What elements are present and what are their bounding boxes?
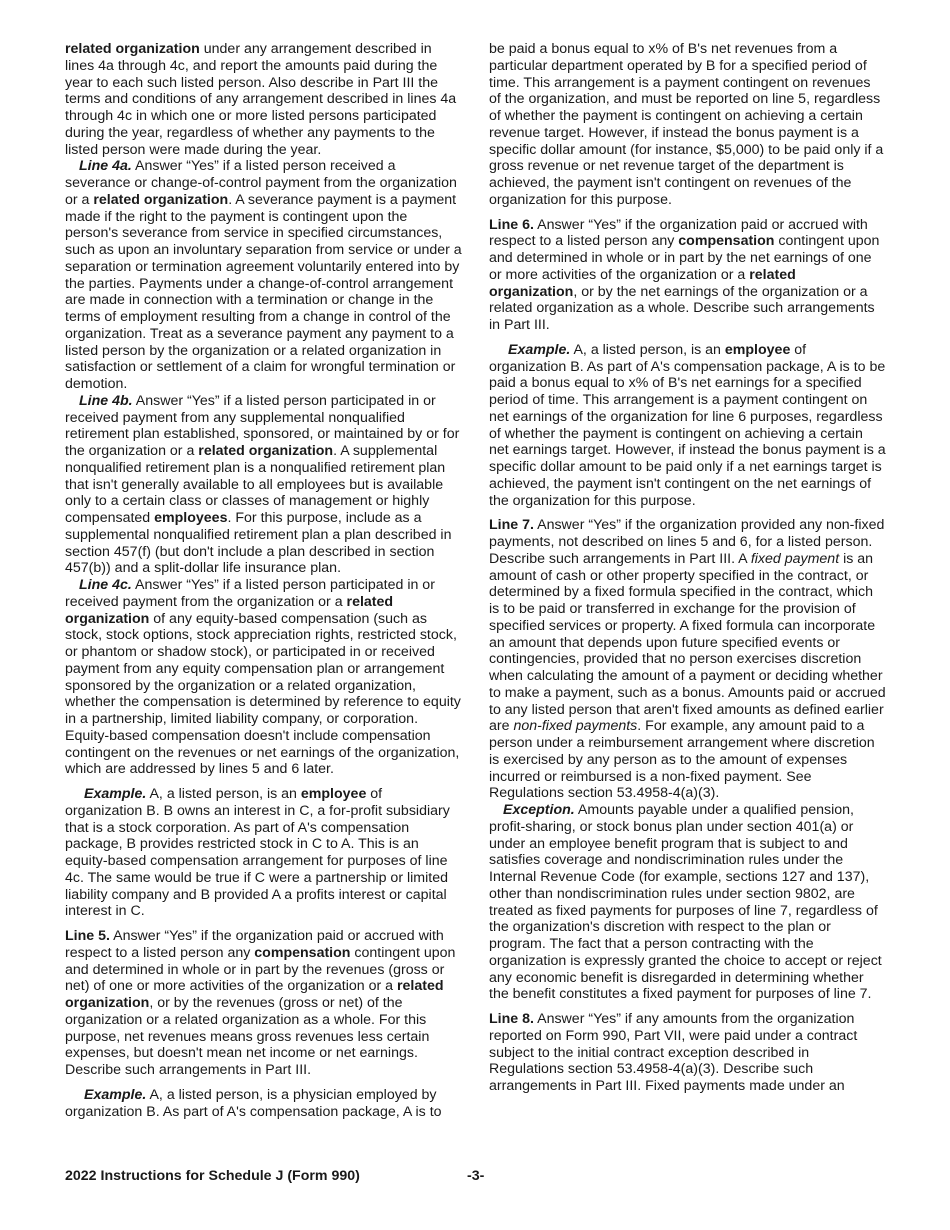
line-8-paragraph: Line 8. Answer “Yes” if any amounts from the organization reported on Form 990, Part VII, were paid under a contract subject to the initial contract exception described in Regulations section 53.4958-4(a)(3). Describe such arrangements in Part III. Fixed payments made under an	[489, 1011, 858, 1094]
example-5-paragraph: Example. A, a listed person, is a physician employed by organization B. As part of A's compensation package, A is to	[65, 1086, 442, 1120]
term-related-organization: related organization	[198, 443, 334, 459]
term-related-organization: related organization	[489, 266, 796, 300]
term-fixed-payment: fixed payment	[750, 550, 840, 567]
footer-title: 2022 Instructions for Schedule J (Form 990)	[65, 1168, 360, 1184]
example-heading: Example.	[508, 341, 571, 358]
line-6-paragraph: Line 6. Answer “Yes” if the organization paid or accrued with respect to a listed person any compensation contingent upon and determined in whole or in part by the net earnings of one or more activities of the organization or a related organization, or by the net earnings of the organization or a related organization as a whole. Describe such arrangements in Part III.	[489, 216, 880, 333]
line-8-heading: Line 8.	[489, 1011, 534, 1027]
term-employees: employees	[154, 510, 228, 526]
line-7-heading: Line 7.	[489, 517, 534, 534]
line-6-heading: Line 6.	[489, 216, 534, 233]
term-non-fixed-payments: non-fixed payments	[513, 718, 638, 735]
exception-paragraph: Exception. Amounts payable under a qualified pension, profit-sharing, or stock bonus plan under section 401(a) or under an employee benefit program that is subject to and satisfies coverage and nondiscrimination rules under the Internal Revenue Code (for example, sections 127 and 137), other than nondiscrimination rules under section 9802, are treated as fixed payments for purposes of line 7, regardless of the organization's discretion with respect to the plan or program. The fact that a person contracting with the organization is expressly granted the choice to accept or reject any economic benefit is disregarded in determining whether the benefit constitutes a fixed payment for purposes of line 7.	[489, 802, 882, 1003]
example-5-continued-paragraph: be paid a bonus equal to x% of B's net revenues from a particular department operated by B for a specified period of time. This arrangement is a payment contingent on revenues of the organization, and must be reported on line 5, regardless of whether the payment is contingent on achieving a certain revenue target. However, if instead the bonus payment is a specific dollar amount (for instance, $5,000) to be paid only if a gross revenue or net revenue target of the department is achieved, the payment isn't contingent on revenues of the organization for this purpose.	[489, 41, 884, 208]
line-4a-heading: Line 4a.	[79, 158, 132, 175]
term-related-organization: related organization	[93, 191, 229, 208]
term-related-organization: related organization	[65, 593, 394, 627]
term-compensation: compensation	[254, 944, 351, 961]
line-4b-heading: Line 4b.	[79, 392, 133, 409]
example-6-paragraph: Example. A, a listed person, is an employee of organization B. As part of A's compensation package, A is to be paid a bonus equal to x% of B's net earnings for a specified period of time. This arrangement is a payment contingent on net earnings of the organization for line 6 purposes, regardless of whether the payment is contingent on achieving a certain net earnings target. However, if instead the bonus payment is a specific dollar amount to be paid only if a net earnings target is achieved, the payment isn't contingent on the net earnings of the organization for this purpose.	[489, 341, 886, 509]
line-7-paragraph: Line 7. Answer “Yes” if the organization provided any non-fixed payments, not described on lines 5 and 6, for a listed person. Describe such arrangements in Part III. A fixed payment is an amount of cash or other property specified in the contract, or determined by a fixed formula specified in the contract, which is to be paid or transferred in exchange for the provision of specified services or property. A fixed formula can incorporate an amount that depends upon future specified events or contingencies, provided that no person exercises discretion when calculating the amount of a payment or deciding whether to make a payment, such as a bonus. Amounts paid or accrued to any listed person that aren't fixed amounts as defined earlier are non-fixed payments. For example, any amount paid to a person under a reimbursement arrangement where discretion is exercised by any person as to the amount of expenses incurred or reimbursed is a non-fixed payment. See Regulations section 53.4958-4(a)(3).	[489, 517, 886, 802]
term-employee: employee	[724, 341, 791, 358]
term-employee: employee	[300, 786, 367, 802]
right-column	[489, 41, 886, 1095]
intro-paragraph: related organization under any arrangement described in lines 4a through 4c, and report the amounts paid during the year to each such listed person. Also describe in Part III the terms and conditions of any arrangement described in lines 4a through 4c in which one or more listed persons participated during the year, regardless of whether any payments to the listed person were made during the year.	[65, 41, 457, 158]
page-number: -3-	[467, 1168, 485, 1184]
term-compensation: compensation	[678, 233, 775, 250]
line-4c-paragraph: Line 4c. Answer “Yes” if a listed person participated in or received payment from the organization or a related organization of any equity-based compensation (such as stock, stock options, stock appreciation rights, restricted stock, or phantom or shadow stock), or participated in or received payment from any equity compensation plan or arrangement sponsored by the organization or a related organization, whether the compensation is determined by reference to equity in a partnership, limited liability company, or corporation. Equity-based compensation doesn't include compensation contingent on the revenues or net earnings of the organization, which are addressed by lines 5 and 6 later.	[65, 577, 461, 778]
example-4c-paragraph: Example. A, a listed person, is an employee of organization B. B owns an interest in C, a for-profit subsidiary that is a stock corporation. As part of A's compensation package, B provides restricted stock in C to A. This is an equity-based compensation arrangement for purposes of line 4c. The same would be true if C were a partnership or limited liability company and B provided A a profits interest or capital interest in C.	[65, 786, 450, 920]
term-related-organization: related organization	[65, 41, 200, 57]
exception-heading: Exception.	[503, 802, 575, 818]
line-4c-heading: Line 4c.	[79, 577, 132, 593]
line-4b-paragraph: Line 4b. Answer “Yes” if a listed person participated in or received payment from any supplemental nonqualified retirement plan established, sponsored, or maintained by or for the organization or a related organization. A supplemental nonqualified retirement plan is a nonqualified retirement plan that isn't generally available to all employees but is available only to a certain class or classes of management or highly compensated employees. For this purpose, include as a supplemental nonqualified retirement plan a plan described in section 457(f) (but don't include a plan described in section 457(b)) and a split-dollar life insurance plan.	[65, 392, 460, 577]
line-5-heading: Line 5.	[65, 928, 110, 944]
left-column	[65, 41, 463, 1120]
line-4a-paragraph: Line 4a. Answer “Yes” if a listed person received a severance or change-of-control payment from the organization or a related organization. A severance payment is a payment made if the right to the payment is contingent upon the person's severance from service in specified circumstances, such as upon an involuntary separation from service or under a separation or termination agreement voluntarily entered into by the parties. Payments under a change-of-control arrangement are made in connection with a termination or change in the terms of employment resulting from a change in control of the organization. Treat as a severance payment any payment to a listed person by the organization or a related organization in satisfaction or settlement of a claim for wrongful termination or demotion.	[65, 158, 462, 392]
term-related-organization: related organization	[65, 978, 444, 1011]
page-footer	[65, 1168, 886, 1186]
example-heading: Example.	[84, 1086, 147, 1103]
example-heading: Example.	[84, 786, 147, 802]
line-5-paragraph: Line 5. Answer “Yes” if the organization paid or accrued with respect to a listed person any compensation contingent upon and determined in whole or in part by the revenues (gross or net) of one or more activities of the organization or a related organization, or by the revenues (gross or net) of the organization or a related organization as a whole. For this purpose, net revenues means gross revenues less certain expenses, but doesn't mean net income or net earnings. Describe such arrangements in Part III.	[65, 928, 456, 1078]
